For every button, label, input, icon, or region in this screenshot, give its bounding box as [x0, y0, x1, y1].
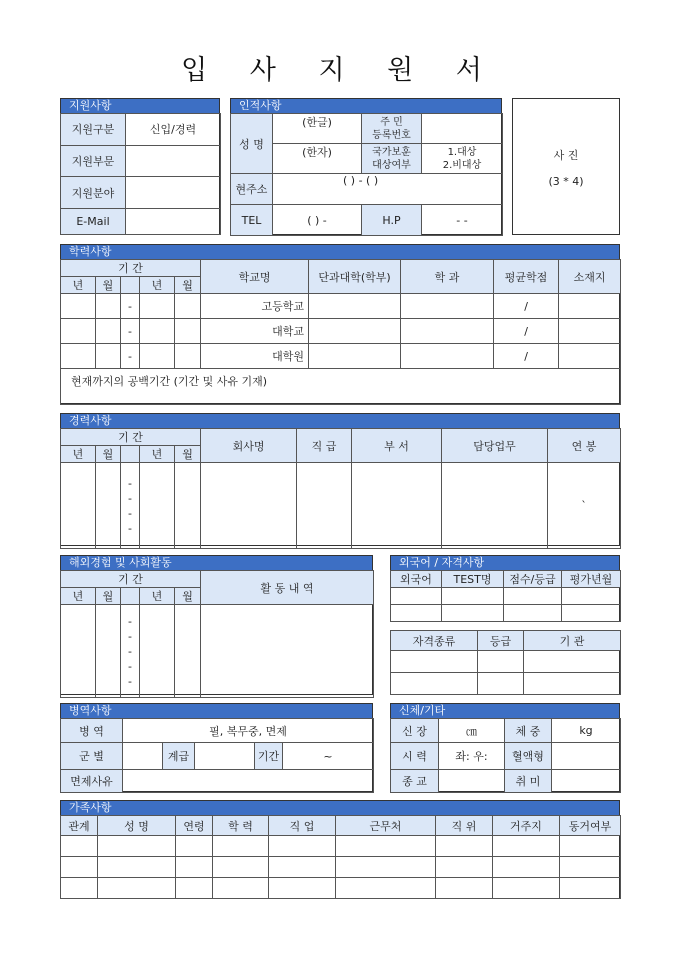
license-col-org: 기 관 — [524, 631, 621, 651]
military-service-label: 병 역 — [61, 719, 123, 743]
education-table — [60, 259, 621, 405]
name-label: 성 명 — [231, 114, 273, 174]
resident-number-field[interactable] — [422, 114, 503, 144]
vision-label: 시 력 — [391, 743, 439, 770]
language-header: 외국어 / 자격사항 — [391, 556, 619, 571]
table-row — [61, 463, 621, 549]
license-col-grade: 등급 — [478, 631, 524, 651]
apply-section — [60, 98, 220, 235]
table-row — [61, 836, 621, 857]
family-col-residence: 거주지 — [493, 816, 560, 836]
address-phone-format: ( ) - ( ) — [343, 174, 379, 187]
career-col-dept: 부 서 — [352, 429, 442, 463]
gap-period-note[interactable]: 현재까지의 공백기간 (기간 및 사유 기재) — [61, 369, 621, 405]
table-row — [61, 878, 621, 899]
edu-school-type[interactable]: 대학교 — [201, 319, 309, 344]
photo-label: 사 진 — [553, 149, 579, 162]
overseas-activity-label: 활 동 내 역 — [201, 571, 374, 605]
email-field[interactable] — [126, 208, 221, 234]
license-col-type: 자격종류 — [391, 631, 478, 651]
military-period-field[interactable]: ~ — [283, 743, 374, 770]
career-table — [60, 428, 621, 549]
family-col-education: 학 력 — [213, 816, 269, 836]
tel-label: TEL — [231, 205, 273, 236]
veteran-options[interactable]: 1.대상 2.비대상 — [422, 144, 503, 174]
blood-field[interactable] — [552, 743, 621, 770]
military-rank-field[interactable] — [195, 743, 255, 770]
personal-section — [230, 98, 502, 235]
apply-table — [60, 113, 221, 235]
career-header: 경력사항 — [61, 414, 619, 429]
career-salary-field[interactable]: ` — [548, 463, 621, 549]
resident-label: 주 민 등록번호 — [362, 114, 422, 144]
overseas-month-label: 월 — [96, 588, 121, 605]
career-year-label: 년 — [61, 446, 96, 463]
career-month-label: 월 — [175, 446, 201, 463]
height-label: 신 장 — [391, 719, 439, 743]
language-section — [390, 555, 620, 622]
edu-gpa[interactable]: / — [494, 319, 559, 344]
table-row — [61, 344, 621, 369]
edu-gpa[interactable]: / — [494, 294, 559, 319]
military-branch-label: 군 별 — [61, 743, 123, 770]
blood-label: 혈액형 — [505, 743, 552, 770]
education-section — [60, 244, 620, 404]
military-table — [60, 718, 374, 793]
photo-box[interactable] — [512, 98, 620, 235]
hangul-label: (한글) — [302, 116, 332, 129]
religion-label: 종 교 — [391, 770, 439, 793]
apply-dept-field[interactable] — [126, 145, 221, 177]
career-col-rank: 직 급 — [297, 429, 352, 463]
edu-school-type[interactable]: 대학원 — [201, 344, 309, 369]
military-exempt-label: 면제사유 — [61, 770, 123, 793]
table-row — [61, 857, 621, 878]
veteran-label: 국가보훈 대상여부 — [362, 144, 422, 174]
family-header: 가족사항 — [61, 801, 619, 816]
edu-dash: - — [121, 319, 140, 344]
career-dashes: - - - - — [121, 463, 140, 549]
license-section — [390, 630, 620, 695]
lang-col-date: 평가년월 — [562, 571, 621, 588]
edu-col-college: 단과대학(학부) — [309, 260, 401, 294]
edu-dash: - — [121, 294, 140, 319]
military-rank-label: 계급 — [163, 743, 195, 770]
tel-field[interactable]: ( ) - — [273, 205, 362, 236]
lang-col-language: 외국어 — [391, 571, 442, 588]
table-row — [61, 294, 621, 319]
address-field[interactable] — [273, 174, 503, 205]
edu-col-major: 학 과 — [401, 260, 494, 294]
address-label: 현주소 — [231, 174, 273, 205]
family-col-job: 직 업 — [269, 816, 336, 836]
language-table — [390, 570, 621, 622]
edu-dash: - — [121, 344, 140, 369]
overseas-header: 해외경험 및 사회활동 — [61, 556, 372, 571]
body-section — [390, 703, 620, 792]
body-header: 신체/기타 — [391, 704, 619, 719]
personal-header: 인적사항 — [231, 99, 501, 114]
apply-dept-label: 지원부문 — [61, 145, 126, 177]
overseas-table — [60, 570, 374, 698]
apply-type-label: 지원구분 — [61, 114, 126, 146]
edu-year-label: 년 — [140, 277, 175, 294]
military-section — [60, 703, 373, 792]
overseas-year-label: 년 — [61, 588, 96, 605]
career-year-label: 년 — [140, 446, 175, 463]
table-row — [61, 319, 621, 344]
table-row — [391, 605, 621, 622]
career-col-salary: 연 봉 — [548, 429, 621, 463]
career-col-duty: 담당업무 — [442, 429, 548, 463]
hobby-label: 취 미 — [505, 770, 552, 793]
family-col-workplace: 근무처 — [336, 816, 436, 836]
overseas-dashes: - - - - - — [121, 605, 140, 698]
overseas-year-label: 년 — [140, 588, 175, 605]
table-row — [391, 651, 621, 673]
weight-label: 체 중 — [505, 719, 552, 743]
edu-col-gpa: 평균학점 — [494, 260, 559, 294]
name-hanja-field[interactable] — [273, 144, 362, 174]
edu-col-location: 소재지 — [559, 260, 621, 294]
overseas-month-label: 월 — [175, 588, 201, 605]
career-month-label: 월 — [96, 446, 121, 463]
edu-year-label: 년 — [61, 277, 96, 294]
lang-col-test: TEST명 — [442, 571, 504, 588]
family-col-relation: 관계 — [61, 816, 98, 836]
email-label: E-Mail — [61, 208, 126, 234]
page-title: 입 사 지 원 서 — [181, 55, 499, 86]
family-col-cohabit: 동거여부 — [560, 816, 621, 836]
edu-school-type[interactable]: 고등학교 — [201, 294, 309, 319]
religion-field[interactable] — [439, 770, 505, 793]
overseas-section — [60, 555, 373, 695]
table-row — [61, 605, 374, 698]
military-period-label: 기간 — [255, 743, 283, 770]
edu-month-label: 월 — [175, 277, 201, 294]
career-col-company: 회사명 — [201, 429, 297, 463]
license-table — [390, 630, 621, 695]
hobby-field[interactable] — [552, 770, 621, 793]
career-period-label: 기 간 — [61, 429, 201, 446]
family-section — [60, 800, 620, 899]
family-col-name: 성 명 — [98, 816, 176, 836]
weight-field[interactable]: kg — [552, 719, 621, 743]
body-table — [390, 718, 621, 793]
photo-size: (3 * 4) — [548, 175, 584, 188]
name-hangul-field[interactable] — [273, 114, 362, 144]
military-branch-field[interactable] — [123, 743, 163, 770]
height-field[interactable]: ㎝ — [439, 719, 505, 743]
table-row — [391, 588, 621, 605]
edu-gpa[interactable]: / — [494, 344, 559, 369]
career-section — [60, 413, 620, 546]
military-header: 병역사항 — [61, 704, 372, 719]
lang-col-score: 점수/등급 — [504, 571, 562, 588]
apply-field-label: 지원분야 — [61, 177, 126, 209]
family-col-age: 연령 — [176, 816, 213, 836]
edu-col-school: 학교명 — [201, 260, 309, 294]
overseas-period-label: 기 간 — [61, 571, 201, 588]
vision-field[interactable]: 좌: 우: — [439, 743, 505, 770]
personal-table — [230, 113, 503, 236]
family-table — [60, 815, 621, 899]
hp-field[interactable]: - - — [422, 205, 503, 236]
edu-month-label: 월 — [96, 277, 121, 294]
hanja-label: (한자) — [302, 146, 332, 159]
hp-label: H.P — [362, 205, 422, 236]
apply-type-value[interactable]: 신입/경력 — [126, 114, 221, 146]
military-service-options[interactable]: 필, 복무중, 면제 — [123, 719, 374, 743]
table-row — [391, 673, 621, 695]
apply-field-field[interactable] — [126, 177, 221, 209]
edu-period-label: 기 간 — [61, 260, 201, 277]
military-exempt-field[interactable] — [123, 770, 374, 793]
education-header: 학력사항 — [61, 245, 619, 260]
apply-header: 지원사항 — [61, 99, 219, 114]
family-col-position: 직 위 — [436, 816, 493, 836]
